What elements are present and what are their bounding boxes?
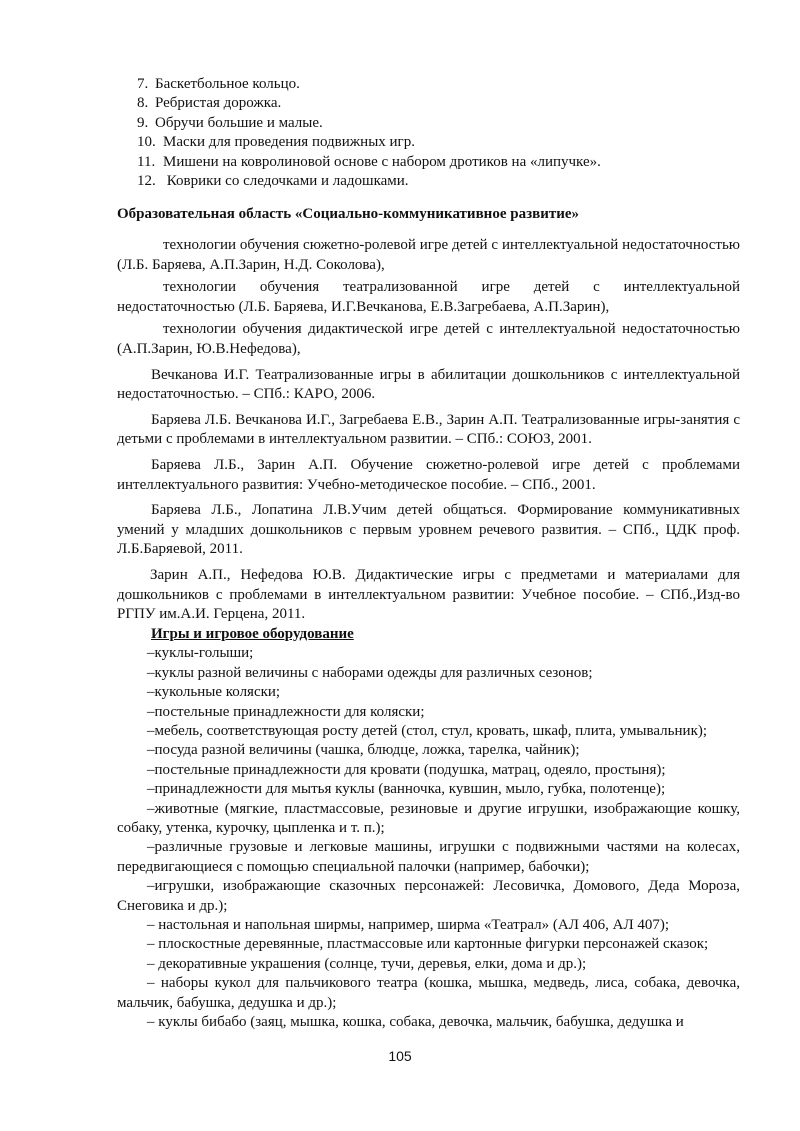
games-list-item: –мебель, соответствующая росту детей (стол, стул, кровать, шкаф, плита, умывальник); <box>147 722 708 739</box>
list-item <box>137 133 601 152</box>
reference-paragraph: Зарин А.П., Нефедова Ю.В. Дидактические игры с предметами и материалами для дошкольников с проблемами в интеллектуальном развитии: Учебное пособие. – СПб.,Изд-во РГПУ им.А.И. Герцена, 2011. <box>117 566 740 623</box>
reference-paragraph: Баряева Л.Б., Лопатина Л.В.Учим детей общаться. Формирование коммуникативных умений у младших дошкольников с первым уровнем речевого развития. – СПб., ЦДК проф. Л.Б.Баряевой, 2011. <box>117 502 740 558</box>
list-item <box>137 153 601 172</box>
list-item-text: Коврики со следочками и ладошками. <box>163 172 409 189</box>
games-list-item: –посуда разной величины (чашка, блюдце, ложка, тарелка, чайник); <box>147 742 580 759</box>
list-item-number: 8. <box>137 95 149 112</box>
reference-paragraph: Вечканова И.Г. Театрализованные игры в абилитации дошкольников с интеллектуальной недостаточностью. – СПб.: КАРО, 2006. <box>117 366 740 403</box>
games-list-item: –кукольные коляски; <box>147 684 281 701</box>
games-list-item: –куклы разной величины с наборами одежды для различных сезонов; <box>147 664 593 681</box>
list-item <box>137 94 601 113</box>
games-list-item: –животные (мягкие, пластмассовые, резиновые и другие игрушки, изображающие кошку, собаку, утенка, курочку, цыпленка и т. п.); <box>117 800 740 836</box>
reference-paragraph: технологии обучения сюжетно-ролевой игре детей с интеллектуальной недостаточностью (Л.Б. Баряева, А.П.Зарин, Н.Д. Соколова), <box>117 237 740 273</box>
reference-paragraph: технологии обучения дидактической игре детей с интеллектуальной недостаточностью (А.П.Зарин, Ю.В.Нефедова), <box>117 321 740 357</box>
list-item-text: Баскетбольное кольцо. <box>155 76 300 92</box>
games-list-item: – куклы бибабо (заяц, мышка, кошка, собака, девочка, мальчик, бабушка, дедушка и <box>147 1014 684 1030</box>
list-item-number: 11. <box>137 153 156 170</box>
games-list-item: –постельные принадлежности для кровати (подушка, матрац, одеяло, простыня); <box>147 761 666 778</box>
reference-paragraph: технологии обучения театрализованной игре детей с интеллектуальной недостаточностью (Л.Б. Баряева, И.Г.Вечканова, Е.В.Загребаева, А.П.Зарин), <box>117 279 740 315</box>
list-item-number: 12. <box>137 172 156 189</box>
games-list-item: –игрушки, изображающие сказочных персонажей: Лесовичка, Домового, Деда Мороза, Снеговика и др.); <box>117 878 740 914</box>
games-list-item: – плоскостные деревянные, пластмассовые или картонные фигурки персонажей сказок; <box>147 936 709 953</box>
equipment-list <box>137 75 601 191</box>
list-item-text: Ребристая дорожка. <box>155 95 282 112</box>
games-list-item: – настольная и напольная ширмы, например, ширма «Театрал» (АЛ 406, АЛ 407); <box>147 916 670 933</box>
list-item-text: Обручи большие и малые. <box>155 114 323 131</box>
list-item-number: 10. <box>137 134 156 151</box>
games-list-item: –принадлежности для мытья куклы (ванночка, кувшин, мыло, губка, полотенце); <box>147 781 666 798</box>
list-item <box>137 114 601 133</box>
games-heading: Игры и игровое оборудование <box>151 625 354 642</box>
reference-paragraph: Баряева Л.Б. Вечканова И.Г., Загребаева Е.В., Зарин А.П. Театрализованные игры-занятия с детьми с проблемами в интеллектуальном развитии. – СПб.: СОЮЗ, 2001. <box>117 411 740 448</box>
list-item <box>137 172 601 191</box>
list-item-number: 9. <box>137 114 149 131</box>
games-list-item: –постельные принадлежности для коляски; <box>147 703 425 720</box>
list-item <box>137 75 601 94</box>
list-item-text: Мишени на ковролиновой основе с набором дротиков на «липучке». <box>163 153 601 170</box>
games-list-item: –различные грузовые и легковые машины, игрушки с подвижными частями на колесах, передвигающиеся с помощью специальной палочки (например, бабочки); <box>117 839 740 875</box>
list-item-number: 7. <box>137 76 149 92</box>
games-list-item: – декоративные украшения (солнце, тучи, деревья, елки, дома и др.); <box>147 955 587 972</box>
page-number: 105 <box>388 1048 412 1064</box>
games-list-item: – наборы кукол для пальчикового театра (кошка, мышка, медведь, лиса, собака, девочка, мальчик, бабушка, дедушка и др.); <box>117 975 740 1011</box>
section-title: Образовательная область «Социально-коммуникативное развитие» <box>117 206 580 222</box>
reference-paragraph: Баряева Л.Б., Зарин А.П. Обучение сюжетно-ролевой игре детей с проблемами интеллектуального развития: Учебно-методическое пособие. – СПб., 2001. <box>117 456 740 493</box>
games-list-item: –куклы-голыши; <box>147 645 254 662</box>
list-item-text: Маски для проведения подвижных игр. <box>163 134 415 151</box>
section-body <box>117 236 740 1032</box>
